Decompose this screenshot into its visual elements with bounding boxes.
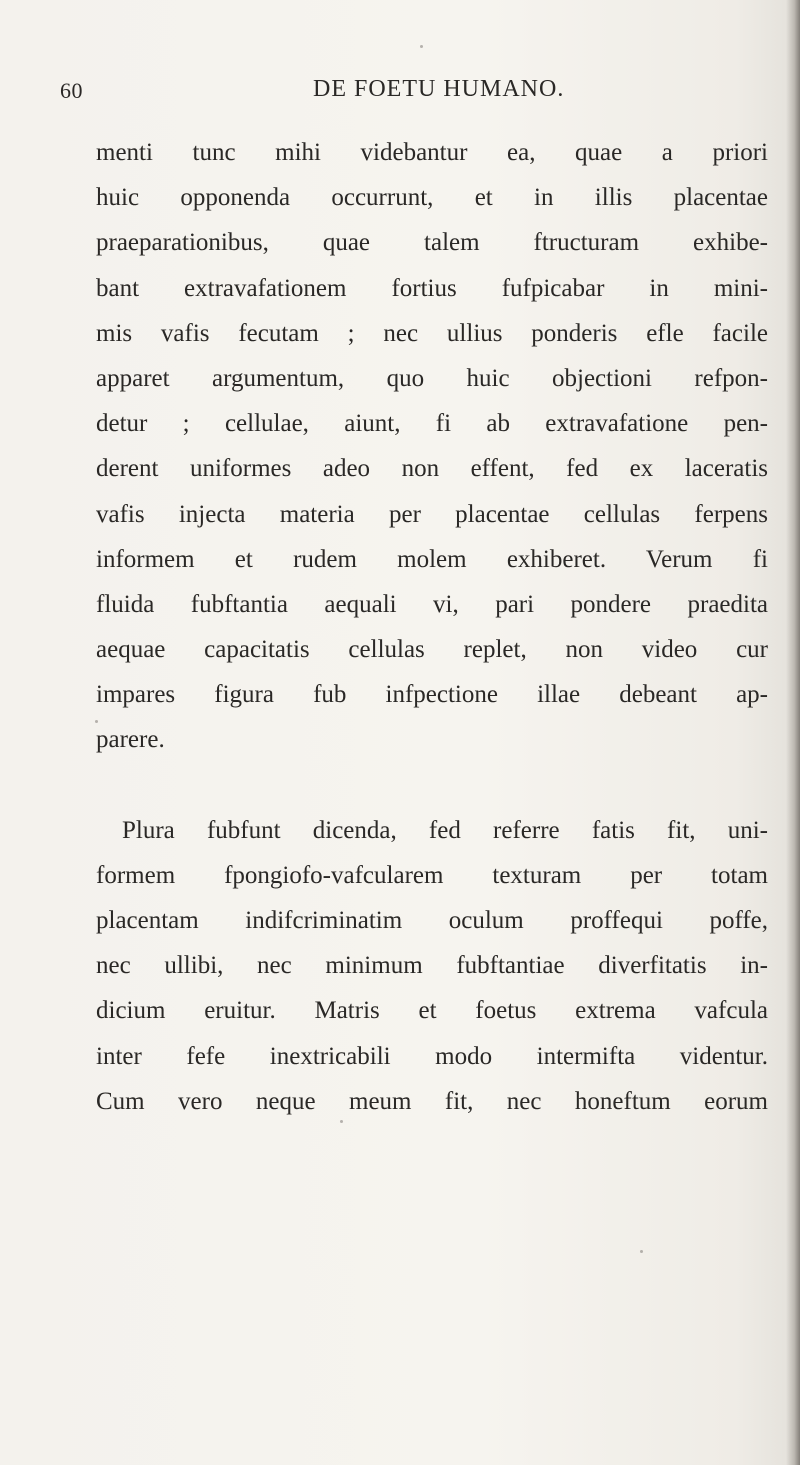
text-line: Plura fubfunt dicenda, fed referre fatis fit, uni-	[122, 816, 768, 844]
page-edge-shadow	[786, 0, 800, 1465]
text-line: inter fefe inextricabili modo intermifta videntur.	[96, 1042, 768, 1070]
paragraph-gap	[96, 763, 768, 808]
text-line: dicium eruitur. Matris et foetus extrema vafcula	[96, 997, 768, 1025]
text-line: formem fpongiofo-vafcularem texturam per totam	[96, 861, 768, 889]
text-line: detur ; cellulae, aiunt, fi ab extravafatione pen-	[96, 410, 768, 438]
page-number: 60	[60, 78, 83, 103]
text-line: nec ullibi, nec minimum fubftantiae diverfitatis in-	[96, 952, 768, 980]
paragraph-1	[96, 130, 768, 763]
text-line: informem et rudem molem exhiberet. Verum fi	[96, 545, 768, 573]
running-title: DE FOETU HUMANO.	[313, 76, 565, 102]
ink-speck	[420, 45, 423, 48]
paragraph-2	[96, 808, 768, 1124]
text-line: praeparationibus, quae talem ftructuram exhibe-	[96, 229, 768, 257]
ink-speck	[340, 1120, 343, 1123]
body-text	[96, 130, 768, 1124]
text-line: aequae capacitatis cellulas replet, non video cur	[96, 636, 768, 664]
text-line: parere.	[96, 726, 165, 754]
text-line: vafis injecta materia per placentae cellulas ferpens	[96, 500, 768, 528]
text-line: apparet argumentum, quo huic objectioni refpon-	[96, 364, 768, 392]
text-line: bant extravafationem fortius fufpicabar in mini-	[96, 274, 768, 302]
text-line: derent uniformes adeo non effent, fed ex laceratis	[96, 455, 768, 483]
text-line: huic opponenda occurrunt, et in illis placentae	[96, 184, 768, 212]
ink-speck	[95, 720, 98, 723]
text-line: impares figura fub infpectione illae debeant ap-	[96, 681, 768, 709]
ink-speck	[640, 1250, 643, 1253]
text-line: fluida fubftantia aequali vi, pari pondere praedita	[96, 590, 768, 618]
text-line: placentam indifcriminatim oculum proffequi poffe,	[96, 907, 768, 934]
text-line: Cum vero neque meum fit, nec honeftum eorum	[96, 1087, 768, 1115]
text-line: mis vafis fecutam ; nec ullius ponderis efle facile	[96, 319, 768, 347]
running-head	[60, 70, 660, 110]
text-line: menti tunc mihi videbantur ea, quae a priori	[96, 139, 768, 166]
